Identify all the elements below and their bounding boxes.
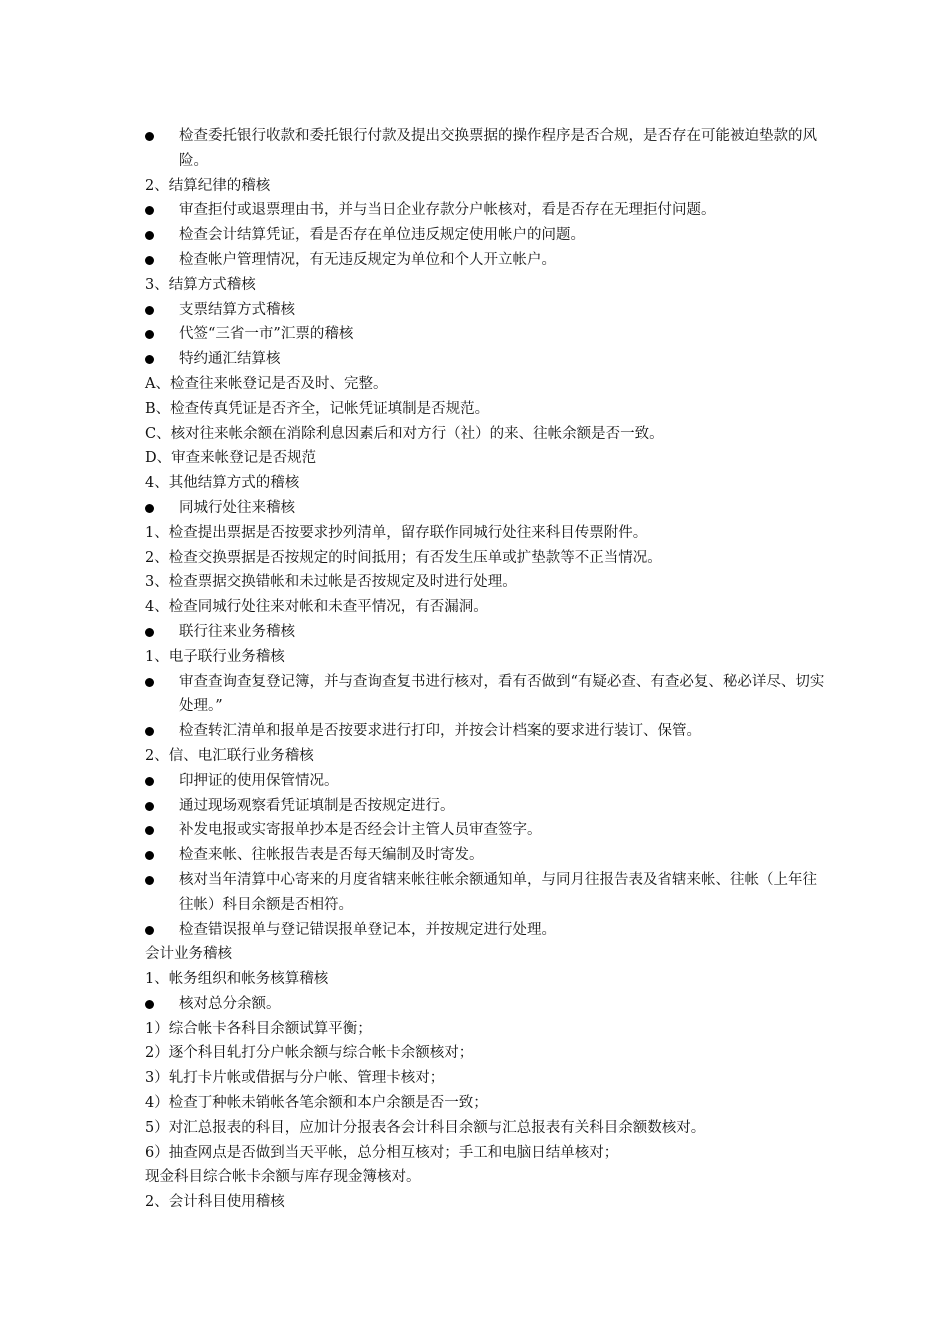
bullet-dot-icon [145,628,154,637]
bullet-item: 补发电报或实寄报单抄本是否经会计主管人员审查签字。 [145,818,825,843]
bullet-dot-icon [145,876,154,885]
bullet-dot-icon [145,355,154,364]
text-line: 现金科目综合帐卡余额与库存现金簿核对。 [145,1169,421,1186]
text-line: C、核对往来帐余额在消除利息因素后和对方行（社）的来、往帐余额是否一致。 [145,425,664,442]
bullet-dot-icon [145,777,154,786]
section-heading: 2、会计科目使用稽核 [145,1194,285,1211]
bullet-item: 代签“三省一市”汇票的稽核 [145,322,825,347]
bullet-dot-icon [145,330,154,339]
text-line: 1）综合帐卡各科目余额试算平衡； [145,1020,372,1037]
text-line: 4）检查丁种帐未销帐各笔余额和本户余额是否一致； [145,1095,488,1112]
bullet-dot-icon [145,504,154,513]
bullet-dot-icon [145,132,154,141]
bullet-item: 同城行处往来稽核 [145,496,825,521]
text-line: B、检查传真凭证是否齐全，记帐凭证填制是否规范。 [145,400,490,417]
bullet-dot-icon [145,851,154,860]
section-heading: 1、电子联行业务稽核 [145,648,285,665]
section-heading: 4、其他结算方式的稽核 [145,475,300,492]
section-heading: 2、信、电汇联行业务稽核 [145,747,314,764]
bullet-dot-icon [145,826,154,835]
bullet-item: 特约通汇结算核 [145,347,825,372]
bullet-item: 检查会计结算凭证，看是否存在单位违反规定使用帐户的问题。 [145,223,825,248]
bullet-dot-icon [145,678,154,687]
section-heading: 2、结算纪律的稽核 [145,177,271,194]
text-line: 4、检查同城行处往来对帐和未查平情况，有否漏洞。 [145,599,488,616]
bullet-item: 审查查询查复登记簿，并与查询查复书进行核对，看有否做到“有疑必查、有查必复、秘必详尽、切实处理。” [145,670,825,720]
text-line: 2、检查交换票据是否按规定的时间抵用；有否发生压单或扩垫款等不正当情况。 [145,549,662,566]
text-line: 5）对汇总报表的科目，应加计分报表各会计科目余额与汇总报表有关科目余额数核对。 [145,1119,706,1136]
bullet-dot-icon [145,206,154,215]
text-line: 6）抽查网点是否做到当天平帐，总分相互核对；手工和电脑日结单核对； [145,1144,619,1161]
text-line: D、审查来帐登记是否规范 [145,450,317,467]
text-line: 2）逐个科目轧打分户帐余额与综合帐卡余额核对； [145,1045,474,1062]
bullet-dot-icon [145,802,154,811]
bullet-dot-icon [145,231,154,240]
bullet-item: 检查帐户管理情况，有无违反规定为单位和个人开立帐户。 [145,248,825,273]
text-line: 1、检查提出票据是否按要求抄列清单，留存联作同城行处往来科目传票附件。 [145,524,648,541]
bullet-item: 核对当年清算中心寄来的月度省辖来帐往帐余额通知单，与同月往报告表及省辖来帐、往帐（上年往往帐）科目余额是否相符。 [145,868,825,918]
bullet-dot-icon [145,306,154,315]
bullet-item: 核对总分余额。 [145,992,825,1017]
bullet-item: 检查委托银行收款和委托银行付款及提出交换票据的操作程序是否合规，是否存在可能被迫垫款的风险。 [145,124,825,174]
document-page [145,124,825,1215]
section-heading: 3、结算方式稽核 [145,276,256,293]
bullet-dot-icon [145,926,154,935]
bullet-item: 检查错误报单与登记错误报单登记本，并按规定进行处理。 [145,918,825,943]
bullet-item: 印押证的使用保管情况。 [145,769,825,794]
bullet-item: 检查转汇清单和报单是否按要求进行打印，并按会计档案的要求进行装订、保管。 [145,719,825,744]
section-heading: 会计业务稽核 [145,946,232,963]
bullet-dot-icon [145,1000,154,1009]
text-line: A、检查往来帐登记是否及时、完整。 [145,375,388,392]
bullet-dot-icon [145,256,154,265]
text-line: 3）轧打卡片帐或借据与分户帐、管理卡核对； [145,1070,445,1087]
bullet-item: 支票结算方式稽核 [145,298,825,323]
bullet-dot-icon [145,727,154,736]
bullet-item: 通过现场观察看凭证填制是否按规定进行。 [145,794,825,819]
bullet-item: 检查来帐、往帐报告表是否每天编制及时寄发。 [145,843,825,868]
bullet-item: 联行往来业务稽核 [145,620,825,645]
bullet-item: 审查拒付或退票理由书，并与当日企业存款分户帐核对，看是否存在无理拒付问题。 [145,198,825,223]
text-line: 3、检查票据交换错帐和未过帐是否按规定及时进行处理。 [145,574,517,591]
section-heading: 1、帐务组织和帐务核算稽核 [145,971,329,988]
